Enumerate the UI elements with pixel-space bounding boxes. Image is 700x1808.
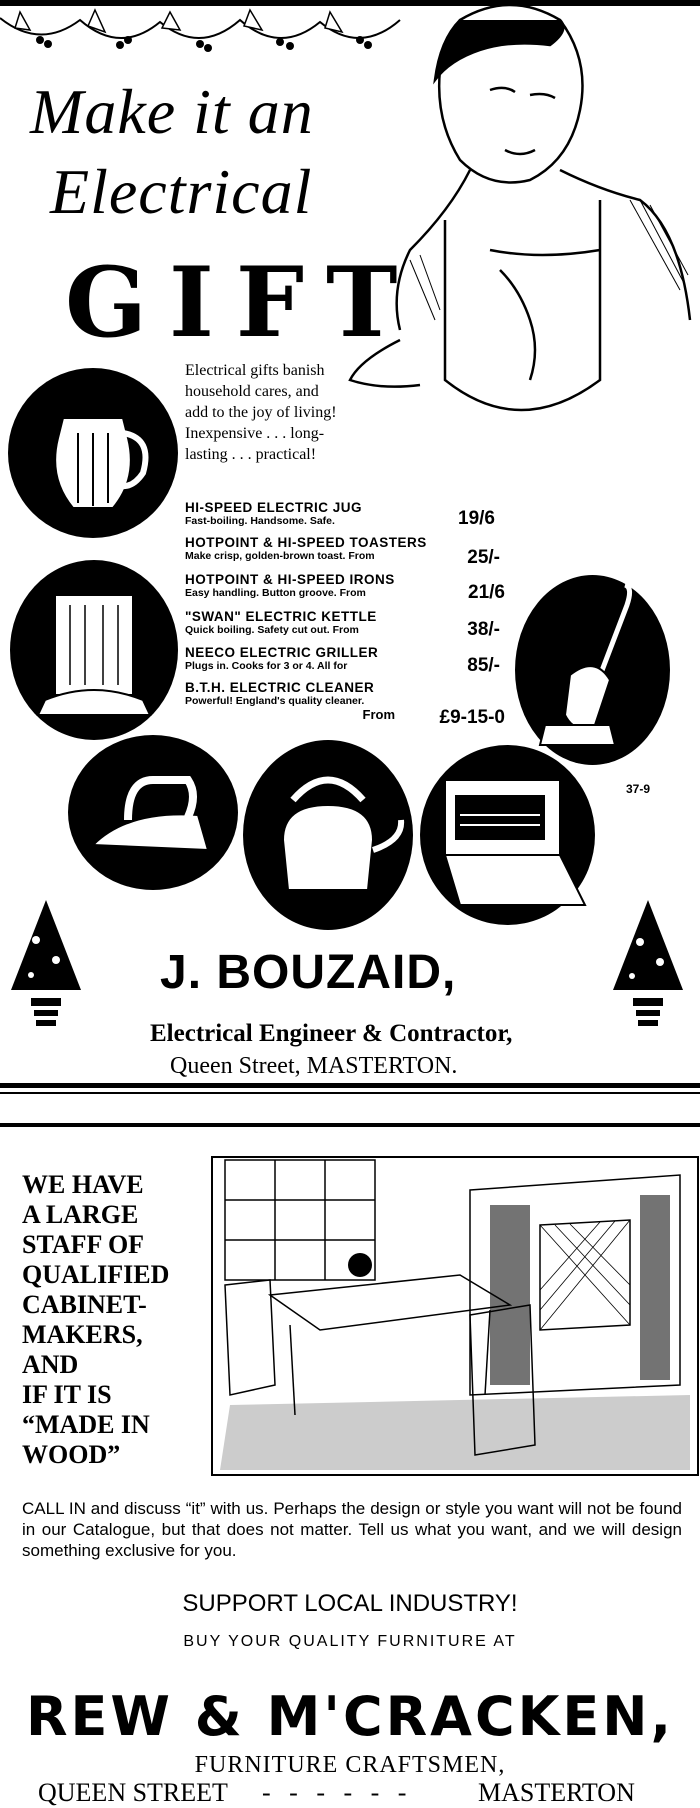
- product-desc: Quick boiling. Safety cut out. From: [185, 624, 359, 636]
- toaster-icon: [10, 560, 178, 740]
- headline-line: QUALIFIED: [22, 1260, 170, 1289]
- jug-image: [8, 368, 178, 538]
- headline-line: IF IT IS: [22, 1380, 112, 1409]
- griller-image: [420, 745, 595, 925]
- product-desc: Powerful! England's quality cleaner.: [185, 695, 365, 707]
- headline-line: “MADE IN: [22, 1410, 150, 1439]
- merchant-name-rew-mccracken: REW & M'CRACKEN,: [25, 1685, 675, 1748]
- address-dashes: - - - - - -: [262, 1778, 413, 1807]
- product-desc: Fast-boiling. Handsome. Safe.: [185, 515, 335, 527]
- product-name: B.T.H. ELECTRIC CLEANER: [185, 680, 375, 695]
- cleaner-image: [515, 575, 670, 765]
- reference-number: 37-9: [626, 782, 651, 796]
- address-town: MASTERTON: [478, 1778, 635, 1807]
- headline-line: AND: [22, 1350, 79, 1379]
- headline-line: WOOD”: [22, 1440, 121, 1469]
- product-name: "SWAN" ELECTRIC KETTLE: [185, 609, 377, 624]
- merchant-title: Electrical Engineer & Contractor,: [150, 1020, 513, 1047]
- divider: [0, 1083, 700, 1088]
- headline-line-2: Electrical: [50, 156, 313, 227]
- headline-line: CABINET-: [22, 1290, 147, 1319]
- product-kettle: [185, 609, 505, 640]
- divider: [0, 1123, 700, 1127]
- christmas-tree-left-icon: [6, 900, 86, 1040]
- divider: [0, 1092, 700, 1094]
- product-price: £9-15-0: [439, 707, 505, 728]
- product-desc: Easy handling. Button groove. From: [185, 587, 366, 599]
- product-price: 21/6: [468, 582, 505, 603]
- headline-line: A LARGE: [22, 1200, 139, 1229]
- product-cleaner: [185, 680, 505, 728]
- product-griller: [185, 645, 505, 676]
- headline-line: STAFF OF: [22, 1230, 145, 1259]
- body-paragraph: CALL IN and discuss “it” with us. Perhaps the design or style you want will not be found in our Catalogue, but that does not matter. Tell us what you want, and we will design something exclusive for you.: [22, 1499, 682, 1560]
- christmas-tree-right-icon: [608, 900, 688, 1040]
- jug-icon: [8, 368, 178, 538]
- product-desc: Make crisp, golden-brown toast. From: [185, 550, 375, 562]
- cabinet-makers-headline: [22, 1170, 212, 1470]
- product-price: 85/-: [467, 655, 500, 676]
- vacuum-cleaner-icon: [515, 575, 670, 765]
- address-street: QUEEN STREET: [38, 1778, 228, 1807]
- iron-image: [68, 735, 238, 890]
- griller-icon: [420, 745, 595, 925]
- kettle-image: [243, 740, 413, 930]
- merchant-name: J. BOUZAID,: [160, 946, 457, 999]
- product-toasters: [185, 535, 505, 568]
- support-local-industry: SUPPORT LOCAL INDUSTRY!: [182, 1590, 518, 1617]
- headline-line: WE HAVE: [22, 1170, 144, 1199]
- iron-icon: [68, 735, 238, 890]
- product-name: HOTPOINT & HI-SPEED TOASTERS: [185, 535, 427, 550]
- product-price: 38/-: [467, 619, 500, 640]
- kettle-icon: [243, 740, 413, 930]
- headline-line: MAKERS,: [22, 1320, 143, 1349]
- headline-gift: GIFT: [65, 246, 420, 359]
- buy-quality-furniture: BUY YOUR QUALITY FURNITURE AT: [183, 1633, 517, 1650]
- product-desc: Plugs in. Cooks for 3 or 4. All for: [185, 660, 348, 672]
- product-desc-from: From: [362, 707, 395, 722]
- product-name: HOTPOINT & HI-SPEED IRONS: [185, 572, 395, 587]
- product-name: NEECO ELECTRIC GRILLER: [185, 645, 379, 660]
- product-price: 19/6: [458, 508, 495, 529]
- product-price: 25/-: [467, 547, 500, 568]
- product-jug: [185, 500, 505, 528]
- product-name: HI-SPEED ELECTRIC JUG: [185, 500, 363, 515]
- dining-room-furniture-illustration: [210, 1155, 700, 1477]
- toaster-image: [10, 560, 178, 740]
- intro-text: Electrical gifts banish household cares, and add to the joy of living! Inexpensive . . . long-lasting . . . practical!: [185, 362, 337, 463]
- product-irons: [185, 572, 505, 603]
- furniture-craftsmen: FURNITURE CRAFTSMEN,: [194, 1752, 506, 1778]
- merchant-address: Queen Street, MASTERTON.: [170, 1053, 458, 1079]
- headline-line-1: Make it an: [30, 76, 314, 147]
